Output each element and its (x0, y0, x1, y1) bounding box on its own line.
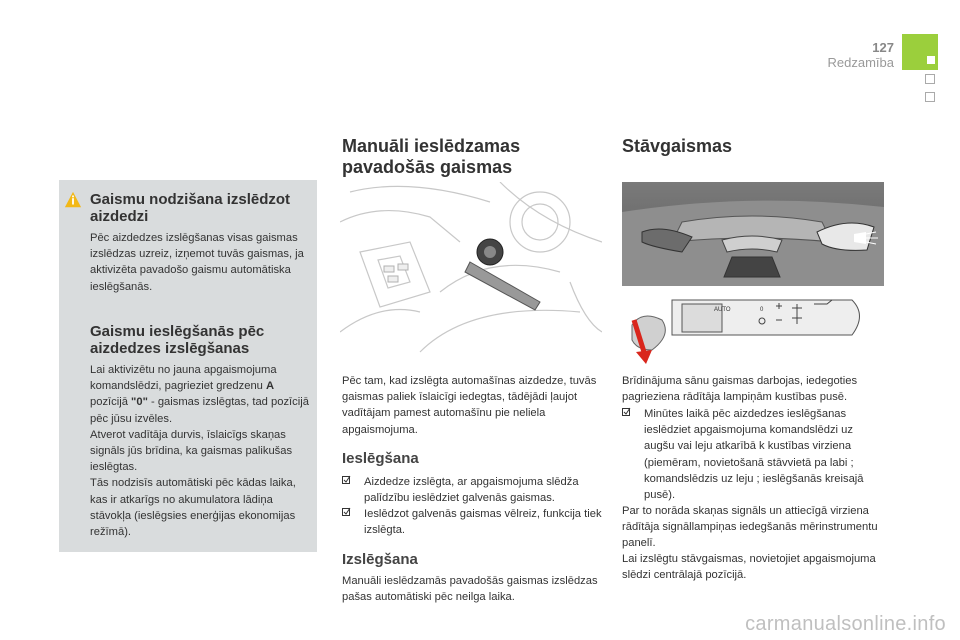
light-switch-illustration (622, 290, 884, 370)
middle-text2: Manuāli ieslēdzamās pavadošās gaismas izslēdzas pašas automātiski pēc neilga laika. (342, 575, 598, 604)
bullet-text: Minūtes laikā pēc aizdedzes ieslēgšanas ieslēdziet apgaismojuma komandslēdzi uz augšu vai leju atkarībā k kustības virziena (piemēram, novietošanā stāvvietā pa labi ; komandslēdzis uz leju ; ieslēgšanās kreisajā pusē). (644, 408, 864, 502)
box-text-2 (90, 362, 310, 540)
box-title-1: Gaismu nodzišana izslēdzot aizdedzi (90, 191, 291, 225)
box-text-1: Pēc aizdedzes izslēgšanas visas gaismas izslēdzas uzreiz, izņemot tuvās gaismas, ja aktivizēta pavadošo gaismu automātiska ieslēgšanās. (90, 232, 304, 293)
info-icon (64, 191, 82, 209)
right-text-a: Par to norāda skaņas signāls un attiecīgā virziena rādītāja signāllampiņas iedegšanās mērinstrumentu panelī. (622, 505, 878, 550)
right-text-b: Lai izslēgtu stāvgaismas, novietojiet apgaismojuma slēdzi centrālajā pozīcijā. (622, 553, 876, 582)
watermark: carmanualsonline.info (745, 613, 946, 635)
ring-letter: A (266, 380, 275, 393)
middle-sub2: Izslēgšana (342, 551, 418, 568)
tab-empty-2[interactable] (925, 92, 935, 102)
zero-position: "0" (131, 396, 148, 409)
section-name: Redzamība (827, 55, 894, 70)
text-span: Tās nodzisīs automātiski pēc kādas laika, kas ir atkarīgs no akumulatora lādiņa stāvokļa (ieslēgsies enerģijas ekonomijas režīmā). (90, 477, 296, 539)
right-bullet (622, 406, 884, 503)
bullet-text: Aizdedze izslēgta, ar apgaismojuma slēdža palīdzību ieslēdziet galvenās gaismas. (364, 476, 579, 505)
text-span: Lai aktivizētu no jauna apgaismojuma komandslēdzi, pagrieziet gredzenu (90, 364, 277, 393)
right-title: Stāvgaismas (622, 136, 733, 156)
box-title-2: Gaismu ieslēgšanās pēc aizdedzes izslēgšanas (90, 323, 265, 357)
text-span: pozīcijā (90, 396, 132, 409)
middle-title: Manuāli ieslēdzamas pavadošās gaismas (342, 136, 521, 177)
car-front-illustration (622, 182, 884, 286)
bullet-text: Ieslēdzot galvenās gaismas vēlreiz, funkcija tiek izslēgta. (364, 508, 602, 537)
page-number: 127 (872, 40, 894, 55)
section-tab[interactable] (902, 34, 938, 70)
checkbox-bullet-icon (342, 506, 356, 522)
tab-marker (927, 56, 935, 64)
middle-bullet-1 (342, 474, 604, 506)
switch-label-auto: AUTO (714, 307, 731, 313)
tab-empty-1[interactable] (925, 74, 935, 84)
text-span: - gaismas izslēgtas, tad pozīcijā pēc jūsu izvēles. (90, 396, 309, 425)
checkbox-bullet-icon (622, 406, 636, 422)
middle-bullet-2 (342, 506, 604, 538)
dashboard-illustration (340, 182, 602, 362)
middle-sub1: Ieslēgšana (342, 450, 419, 467)
text-span: Atverot vadītāja durvis, īslaicīgs skaņas signāls jūs brīdina, ka gaismas palikušas ieslēgtas. (90, 428, 293, 474)
middle-intro: Pēc tam, kad izslēgta automašīnas aizdedze, tuvās gaismas paliek īslaicīgi iedegtas, tādējādi ļaujot vadītājam pamest automašīnu pie neliela apgaismojuma. (342, 375, 597, 436)
checkbox-bullet-icon (342, 474, 356, 490)
switch-label-zero: 0 (760, 307, 764, 313)
right-intro: Brīdinājuma sānu gaismas darbojas, iedegoties pagrieziena rādītāja lampiņām kustības pusē. (622, 375, 858, 404)
